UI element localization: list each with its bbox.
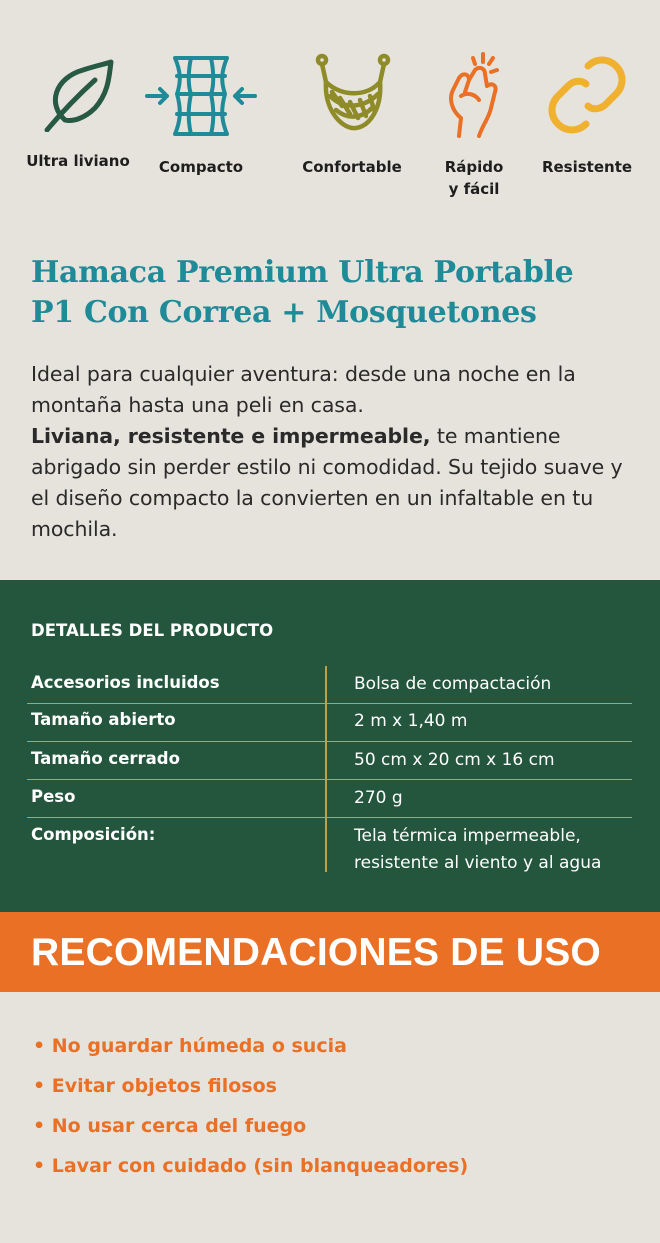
- features-row: [0, 0, 660, 220]
- details-value: Tela térmica impermeable, resistente al viento y al agua: [354, 826, 602, 873]
- product-title-line-2: P1 Con Correa + Mosquetones: [31, 295, 537, 330]
- product-details-section: [0, 580, 660, 912]
- description-body: te mantiene abrigado sin perder estilo ni comodidad. Su tejido suave y el diseño compacto la convierten en un infaltable en tu mochila.: [31, 424, 623, 541]
- details-row: [27, 704, 632, 742]
- details-key: Peso: [31, 787, 76, 806]
- feature-label: Resistente: [541, 158, 633, 176]
- details-row: [27, 666, 632, 704]
- chain-link-icon: [542, 52, 632, 138]
- list-item: • No usar cerca del fuego: [33, 1115, 307, 1137]
- list-item: • Evitar objetos filosos: [33, 1075, 277, 1097]
- product-title-line-1: Hamaca Premium Ultra Portable: [31, 255, 574, 290]
- list-item: • No guardar húmeda o sucia: [33, 1035, 347, 1057]
- feature-compacto: [136, 52, 266, 178]
- feature-label: Confortable: [302, 158, 402, 176]
- details-value: 270 g: [354, 788, 403, 808]
- product-title: [31, 253, 631, 333]
- feature-label: Rápido y fácil: [444, 158, 504, 198]
- recommendations-banner: [0, 912, 660, 992]
- details-value: 50 cm x 20 cm x 16 cm: [354, 750, 555, 770]
- feature-confortable: [287, 52, 417, 178]
- details-heading: DETALLES DEL PRODUCTO: [31, 621, 274, 640]
- recommendations-list: [33, 1031, 468, 1191]
- hammock-icon: [304, 52, 400, 138]
- list-item: • Lavar con cuidado (sin blanqueadores): [33, 1155, 469, 1177]
- details-row: [27, 780, 632, 818]
- details-table: [27, 666, 632, 876]
- details-value: Bolsa de compactación: [354, 674, 552, 694]
- leaf-icon: [33, 52, 123, 132]
- details-row: [27, 818, 632, 876]
- details-value: 2 m x 1,40 m: [354, 711, 468, 731]
- details-key: Accesorios incluidos: [31, 673, 220, 692]
- details-key: Tamaño cerrado: [31, 749, 180, 768]
- feature-resistente: [522, 52, 652, 178]
- description-highlight: Liviana, resistente e impermeable,: [31, 424, 431, 448]
- details-row: [27, 742, 632, 780]
- hand-snap-icon: [439, 52, 509, 138]
- description-intro: Ideal para cualquier aventura: desde una noche en la montaña hasta una peli en casa.: [31, 362, 576, 417]
- feature-rapido-facil: [409, 52, 539, 200]
- compress-icon: [143, 52, 259, 138]
- feature-label: Compacto: [158, 158, 244, 176]
- recommendations-heading: RECOMENDACIONES DE USO: [31, 931, 601, 974]
- details-key: Composición:: [31, 825, 156, 844]
- feature-ultra-liviano: [13, 52, 143, 172]
- product-description: [31, 359, 631, 545]
- details-key: Tamaño abierto: [31, 710, 176, 729]
- feature-label: Ultra liviano: [26, 152, 130, 170]
